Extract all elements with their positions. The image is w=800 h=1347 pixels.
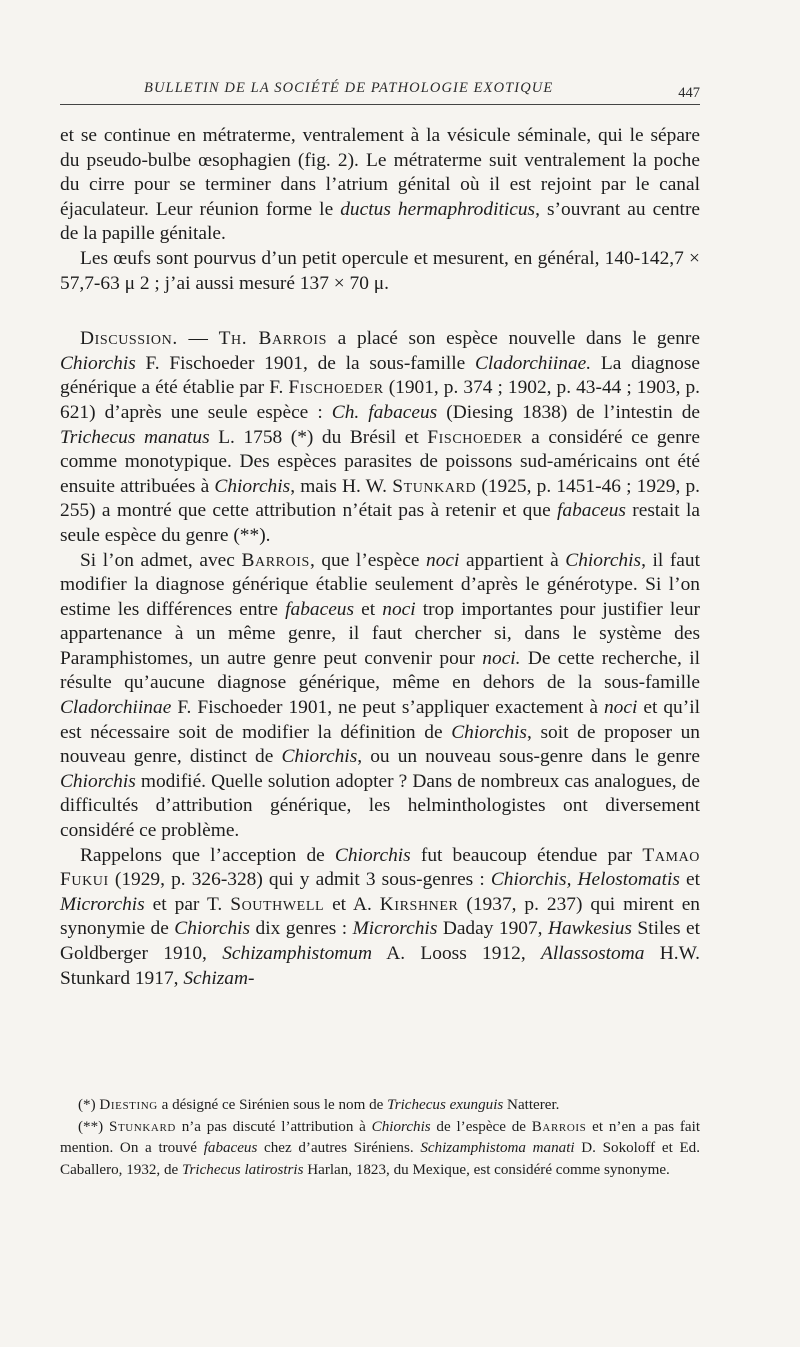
- paragraph-metraterm: et se continue en métraterme, ventralement à la vésicule séminale, qui le sépare du pseudo-bulbe œsophagien (fig. 2). Le métraterme suit ventralement la poche du cirre pour se terminer dans l’atrium génital où il est rejoint par le canal éjaculateur. Leur réunion forme le ductus hermaphroditicus, s’ouvrant au centre de la papille génitale.: [60, 125, 701, 245]
- running-header: [60, 80, 700, 110]
- section-heading-discussion: Discussion.: [80, 328, 178, 350]
- footnotes: [60, 1095, 700, 1181]
- page-number: 447: [678, 85, 700, 101]
- footnote-2: (**) Stunkard n’a pas discuté l’attribution à Chiorchis de l’espèce de Barrois et n’en a pas fait mention. On a trouvé fabaceus chez d’autres Siréniens. Schizamphistoma manati D. Sokoloff et Ed. Caballero, 1932, de Trichecus latirostris Harlan, 1823, du Mexique, est considéré comme synonyme.: [60, 1118, 701, 1178]
- journal-title: BULLETIN DE LA SOCIÉTÉ DE PATHOLOGIE EXOTIQUE: [144, 80, 554, 96]
- paragraph-eggs: Les œufs sont pourvus d’un petit opercule et mesurent, en général, 140-142,7 × 57,7-63 μ 2 ; j’ai aussi mesuré 137 × 70 μ.: [60, 247, 700, 294]
- paragraph-acception: Rappelons que l’acception de Chiorchis fut beaucoup étendue par Tamao Fukui (1929, p. 326-328) qui y admit 3 sous-genres : Chiorchis, Helostomatis et Microrchis et par T. Southwell et A. Kirshner (1937, p. 237) qui mirent en synonymie de Chiorchis dix genres : Microrchis Daday 1907, Hawkesius Stiles et Goldberger 1910, Schizamphistomum A. Looss 1912, Allassostoma H.W. Stunkard 1917, Schizam-: [60, 844, 701, 989]
- header-rule: [60, 104, 700, 105]
- footnote-1: (*) Diesting a désigné ce Sirénien sous le nom de Trichecus exunguis Natterer.: [78, 1097, 560, 1113]
- article-body: [60, 124, 700, 991]
- paragraph-noci: Si l’on admet, avec Barrois, que l’espèce noci appartient à Chiorchis, il faut modifier la diagnose générique établie seulement d’après le générotype. Si l’on estime les différences entre fabaceus et noci trop importantes pour justifier leur appartenance à un même genre, il faut chercher si, dans le système des Paramphistomes, un autre genre peut convenir pour noci. De cette recherche, il résulte qu’aucune diagnose générique, même en dehors de la sous-famille Cladorchiinae F. Fischoeder 1901, ne peut s’appliquer exactement à noci et qu’il est nécessaire soit de modifier la définition de Chiorchis, soit de proposer un nouveau genre, distinct de Chiorchis, ou un nouveau sous-genre dans le genre Chiorchis modifié. Quelle solution adopter ? Dans de nombreux cas analogues, de difficultés d’attribution générique, les helminthologistes ont diversement considéré ce problème.: [60, 549, 701, 842]
- paragraph-discussion: Discussion. — Th. Barrois a placé son espèce nouvelle dans le genre Chiorchis F. Fischoeder 1901, de la sous-famille Cladorchiinae. La diagnose générique a été établie par F. Fischoeder (1901, p. 374 ; 1902, p. 43-44 ; 1903, p. 621) d’après une seule espèce : Ch. fabaceus (Diesing 1838) de l’intestin de Trichecus manatus L. 1758 (*) du Brésil et Fischoeder a considéré ce genre comme monotypique. Des espèces parasites de poissons sud-américains ont été ensuite attribuées à Chiorchis, mais H. W. Stunkard (1925, p. 1451-46 ; 1929, p. 255) a montré que cette attribution n’était pas à retenir et que fabaceus restait la seule espèce du genre (**).: [60, 328, 701, 546]
